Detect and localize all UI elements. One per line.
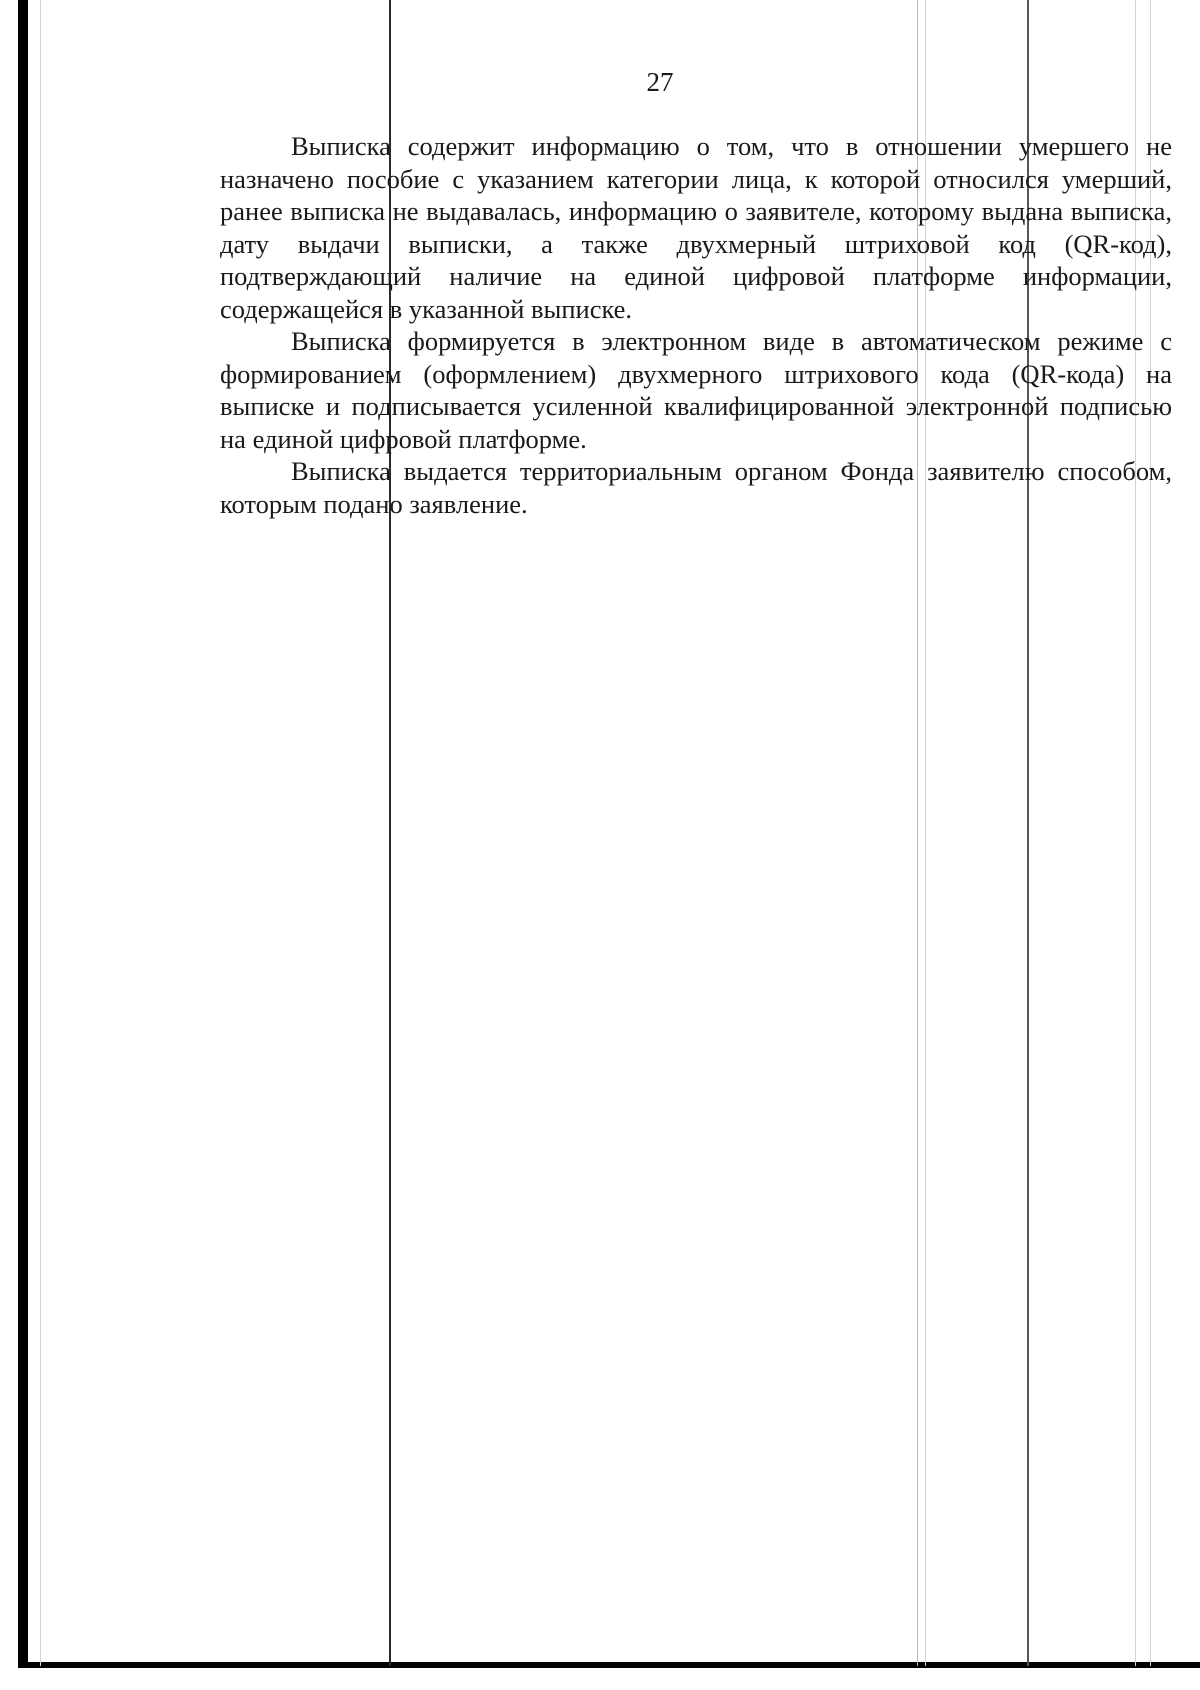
paragraph: Выписка формируется в электронном виде в автоматическом режиме с формированием (оформлением) двухмерного штрихового кода (QR-кода) на выписке и подписывается усиленной квалифицированной электронной подписью на единой цифровой платформе. <box>220 326 1172 454</box>
paragraph: Выписка содержит информацию о том, что в отношении умершего не назначено пособие с указанием категории лица, к которой относился умерший, ранее выписка не выдавалась, информацию о заявителе, которому выдана выписка, дату выдачи выписки, а также двухмерный штриховой код (QR-код), подтверждающий наличие на единой цифровой платформе информации, содержащейся в указанной выписке. <box>220 131 1172 324</box>
document-body <box>220 130 1172 520</box>
paragraph: Выписка выдается территориальным органом Фонда заявителю способом, которым подано заявление. <box>220 456 1172 519</box>
scan-border-bottom <box>18 1662 1200 1668</box>
page-number: 27 <box>646 67 674 97</box>
scan-border-left <box>18 0 28 1666</box>
scan-line <box>40 0 41 1666</box>
